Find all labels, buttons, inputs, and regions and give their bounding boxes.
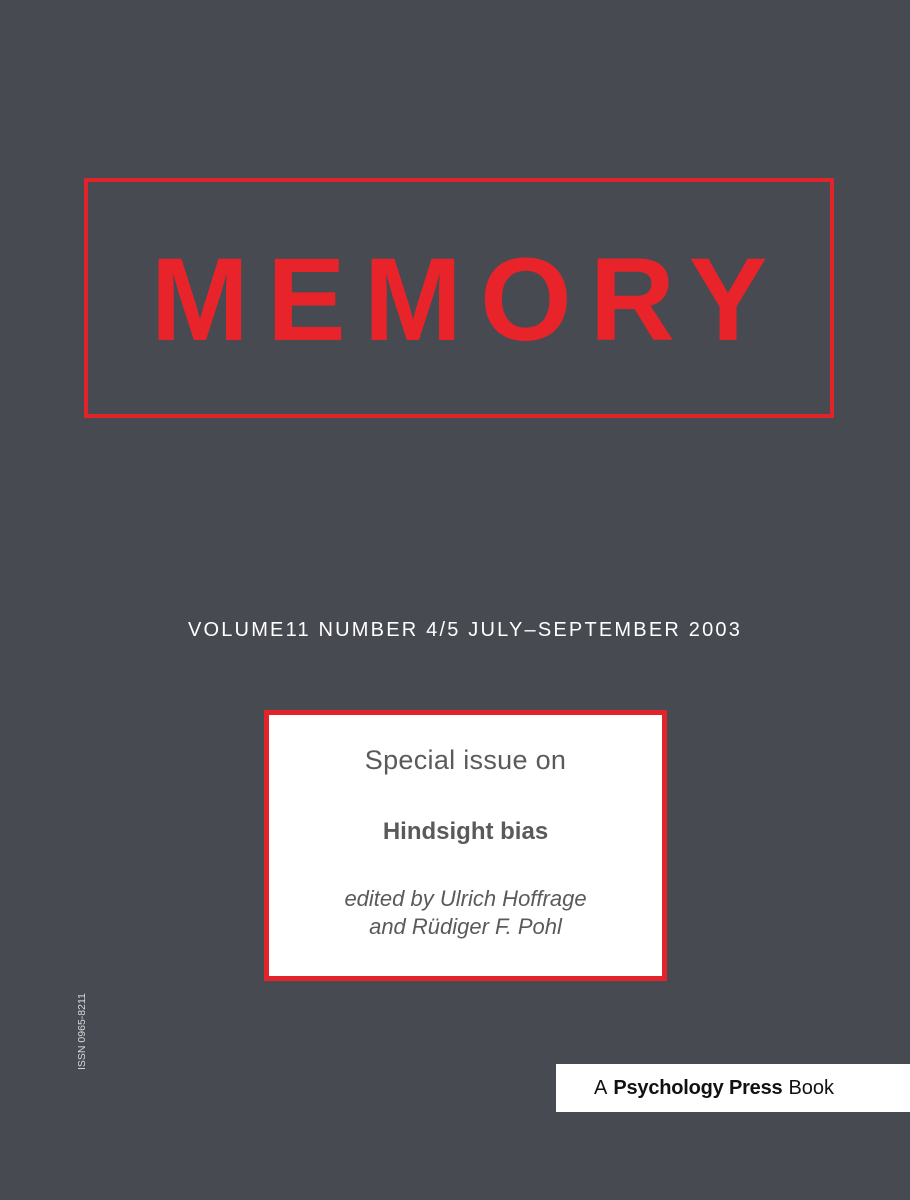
special-issue-topic: Hindsight bias — [382, 818, 549, 845]
special-issue-label: Special issue on — [364, 745, 567, 775]
editors-line-1: edited by Ulrich Hoffrage — [344, 886, 587, 911]
publisher-tag — [556, 1064, 910, 1112]
special-issue-box — [264, 710, 667, 981]
journal-title: MEMORY — [150, 234, 786, 366]
title-frame — [84, 178, 834, 418]
publisher-prefix: A — [594, 1076, 608, 1099]
publisher-name: Psychology Press — [613, 1076, 783, 1099]
issue-line: VOLUME11 NUMBER 4/5 JULY–SEPTEMBER 2003 — [187, 619, 743, 641]
publisher-suffix: Book — [788, 1076, 835, 1099]
editors — [269, 885, 662, 941]
editors-line-2: and Rüdiger F. Pohl — [369, 914, 562, 939]
issn-number: ISSN 0965-8211 — [76, 993, 88, 1070]
